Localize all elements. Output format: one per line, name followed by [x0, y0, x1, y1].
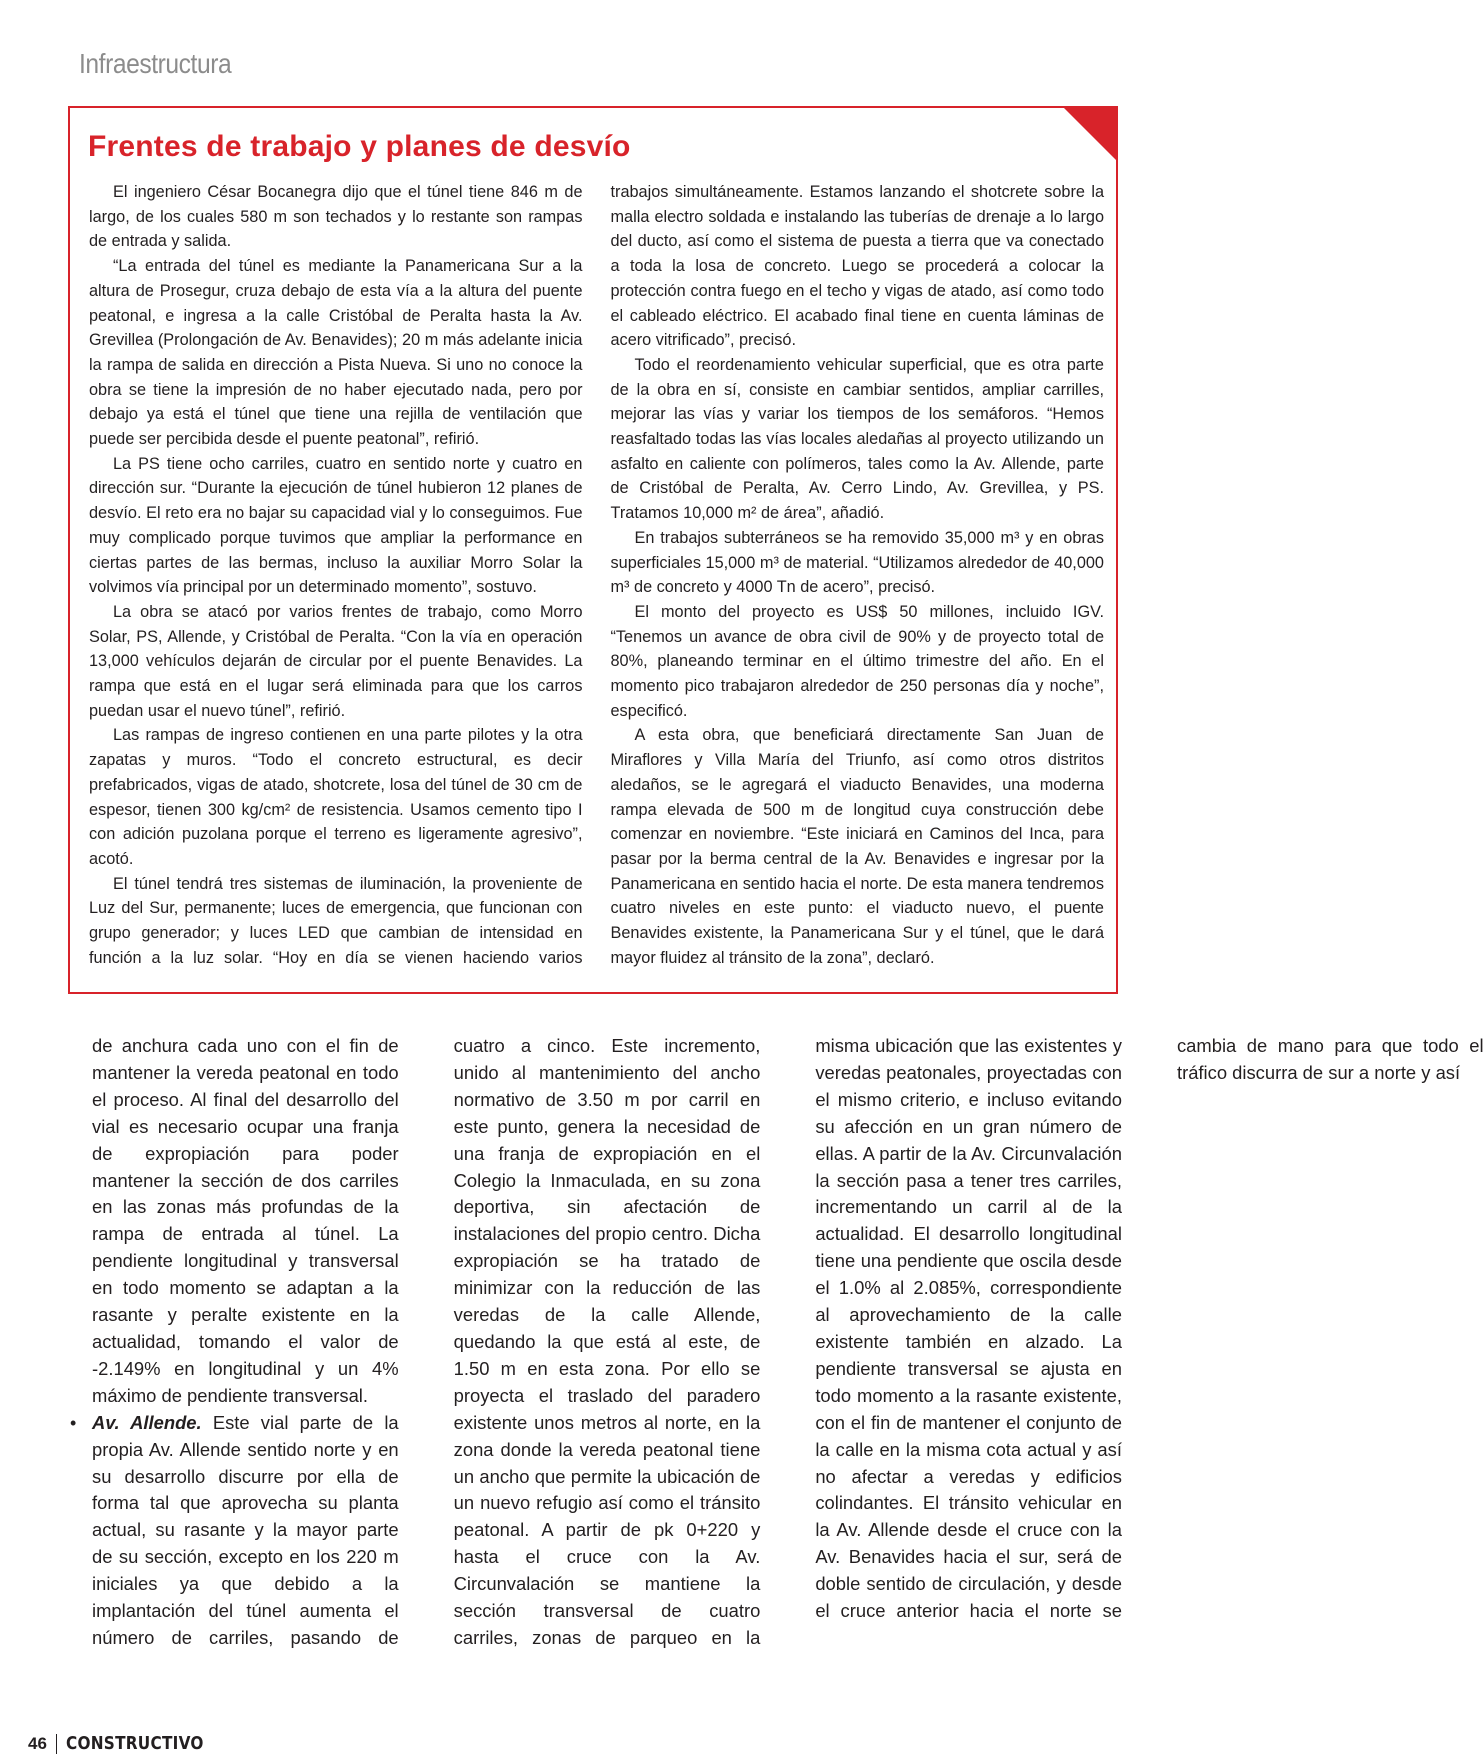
box-paragraph: La obra se atacó por varios frentes de trabajo, como Morro Solar, PS, Allende, y Cristóbal de Peralta. “Con la vía en operación 13,000 vehículos dejarán de circular por el puente Benavides. La rampa que está en el lugar será eliminada para que los carros puedan usar el nuevo túnel”, refirió. — [89, 602, 583, 720]
page-number: 46 — [28, 1733, 47, 1753]
sidebar-box — [68, 106, 1118, 994]
article-body — [70, 1033, 1484, 1673]
footer-divider — [56, 1734, 58, 1754]
corner-triangle — [1062, 106, 1118, 162]
body-paragraph: de anchura cada uno con el fin de mantener la vereda peatonal en todo el proceso. Al final del desarrollo del vial es necesario ocupar una franja de expropiación para poder mantener la sección de dos carriles en las zonas más profundas de la rampa de entrada al túnel. La pendiente longitudinal y transversal en todo momento se adaptan a la rasante y peralte existente en la actualidad, tomando el valor de -2.149% en longitudinal y un 4% máximo de pendiente transversal. — [92, 1035, 399, 1406]
box-columns — [89, 180, 1104, 990]
box-paragraph: Las rampas de ingreso contienen en una parte pilotes y la otra zapatas y muros. “Todo el concreto estructural, es decir prefabricados, vigas de atado, shotcrete, losa del túnel de 30 cm de espesor, tienen 300 kg/cm² de resistencia. Usamos cemento tipo I con adición puzolana porque el terreno es ligeramente agresivo”, acotó. — [89, 726, 583, 868]
section-label: Infraestructura — [79, 48, 232, 79]
box-paragraph: “La entrada del túnel es mediante la Panamericana Sur a la altura de Prosegur, cruza debajo de esta vía a la altura del puente peatonal, e ingresa a la calle Cristóbal de Peralta hasta la Av. Grevillea (Prolongación de Av. Benavides); 20 m más adelante inicia la rampa de salida en dirección a Pista Nueva. Si uno no conoce la obra se tiene la impresión de no haber ejecutado nada, pero por debajo ya está el túnel que tiene una rejilla de ventilación que puede ser percibida desde el puente peatonal”, refirió. — [89, 257, 583, 449]
box-paragraph: El ingeniero César Bocanegra dijo que el túnel tiene 846 m de largo, de los cuales 580 m son techados y lo restante son rampas de entrada y salida. — [89, 183, 583, 251]
bullet-title: Av. Allende. — [92, 1411, 202, 1433]
box-paragraph: En trabajos subterráneos se ha removido 35,000 m³ y en obras superficiales 15,000 m³ de material. “Utilizamos alrededor de 40,000 m³ de concreto y 4000 Tn de acero”, precisó. — [610, 528, 1104, 597]
box-paragraph: La PS tiene ocho carriles, cuatro en sentido norte y cuatro en dirección sur. “Durante la ejecución de túnel hubieron 12 planes de desvío. El reto era no bajar su capacidad vial y lo conseguimos. Fue muy complicado porque tuvimos que ampliar la performance en ciertas partes de las bermas, incluso la auxiliar Morro Solar la volvimos vía principal por un determinado momento”, sostuvo. — [89, 454, 583, 597]
box-paragraph: El túnel tendrá tres sistemas de iluminación, la proveniente de Luz del Sur, permanente; luces de emergencia, que funcionan con grupo generador; y luces LED que cambian de intensidad en función a la luz solar. “Hoy en día se vienen haciendo varios trabajos simultáneamente. Estamos lanzando el shotcrete sobre la malla electro soldada e instalando las tuberías de drenaje a lo largo del ducto, así como el sistema de puesta a tierra que va conectado a toda la losa de concreto. Luego se procederá a colocar la protección contra fuego en el techo y vigas de atado, así como todo el cableado eléctrico. El acabado final tiene en cuenta láminas de acero vitrificado”, precisó. — [89, 183, 1104, 967]
box-paragraph: El monto del proyecto es US$ 50 millones, incluido IGV. “Tenemos un avance de obra civil de 90% y de proyecto total de 80%, planeando terminar en el último trimestre del año. En el momento pico trabajaron alrededor de 250 personas día y noche”, especificó. — [610, 602, 1104, 720]
magazine-logo: CONSTRUCTIVO — [66, 1733, 205, 1754]
box-paragraph: A esta obra, que beneficiará directamente San Juan de Miraflores y Villa María del Triunfo, así como otros distritos aledaños, se le agregará el viaducto Benavides, una moderna rampa elevada de 500 m de longitud cuya construcción debe comenzar en noviembre. “Este iniciará en Caminos del Inca, para pasar por la berma central de la Av. Benavides e ingresar por la Panamericana en sentido hacia el norte. De esta manera tendremos cuatro niveles en este punto: el viaducto nuevo, el puente Benavides existente, la Panamericana Sur y el túnel, que le dará mayor fluidez al tránsito de la zona”, declaró. — [610, 726, 1104, 967]
box-title: Frentes de trabajo y planes de desvío — [88, 130, 631, 163]
box-paragraph: Todo el reordenamiento vehicular superficial, que es otra parte de la obra en sí, consiste en cambiar sentidos, ampliar carrilles, mejorar las vías y variar los tiempos de los semáforos. “Hemos reasfaltado todas las vías locales aledañas al proyecto utilizando un asfalto en caliente con polímeros, tales como la Av. Allende, parte de Cristóbal de Peralta, Av. Cerro Lindo, Av. Grevillea, y PS. Tratamos 10,000 m² de área”, añadió. — [610, 355, 1104, 523]
bullet-text: Este vial parte de la propia Av. Allende sentido norte y en su desarrollo discurre por ella de forma tal que aprovecha su planta actual, su rasante y la mayor parte de su sección, excepto en los 220 m iniciales ya que debido a la implantación del túnel aumenta el número de carriles, pasando de cuatro a cinco. Este incremento, unido al mantenimiento del ancho normativo de 3.50 m por carril en este punto, genera la necesidad de una franja de expropiación en el Colegio la Inmaculada, en su zona deportiva, sin afectación de instalaciones del propio centro. Dicha expropiación se ha tratado de minimizar con la reducción de las veredas de la calle Allende, quedando la que está al este, de 1.50 m en esta zona. Por ello se proyecta el traslado del paradero existente unos metros al norte, en la zona donde la vereda peatonal tiene un ancho que permite la ubicación de un nuevo refugio así como el tránsito peatonal. A partir de pk 0+220 y hasta el cruce con la Av. Circunvalación se mantiene la sección transversal de cuatro carriles, zonas de parqueo en la misma ubicación que las existentes y veredas peatonales, proyectadas con el mismo criterio, e incluso evitando su afección en un gran número de ellas. A partir de la Av. Circunvalación la sección pasa a tener tres carriles, incrementando un carril al de la actualidad. El desarrollo longitudinal tiene una pendiente que oscila desde el 1.0% al 2.085%, correspondiente al aprovechamiento de la calle existente también en alzado. La pendiente transversal se ajusta en todo momento a la rasante existente, con el fin de mantener el conjunto de la calle en la misma cota actual y así no afectar a veredas y edificios colindantes. El tránsito vehicular en la Av. Allende desde el cruce con la Av. Benavides hacia el sur, será de doble sentido de circulación, y desde el cruce anterior hacia el norte se cambia de mano para que todo el tráfico discurra de sur a norte y así — [92, 1035, 1484, 1648]
bullet-marker: • — [70, 1412, 77, 1433]
page-footer — [28, 1733, 228, 1754]
